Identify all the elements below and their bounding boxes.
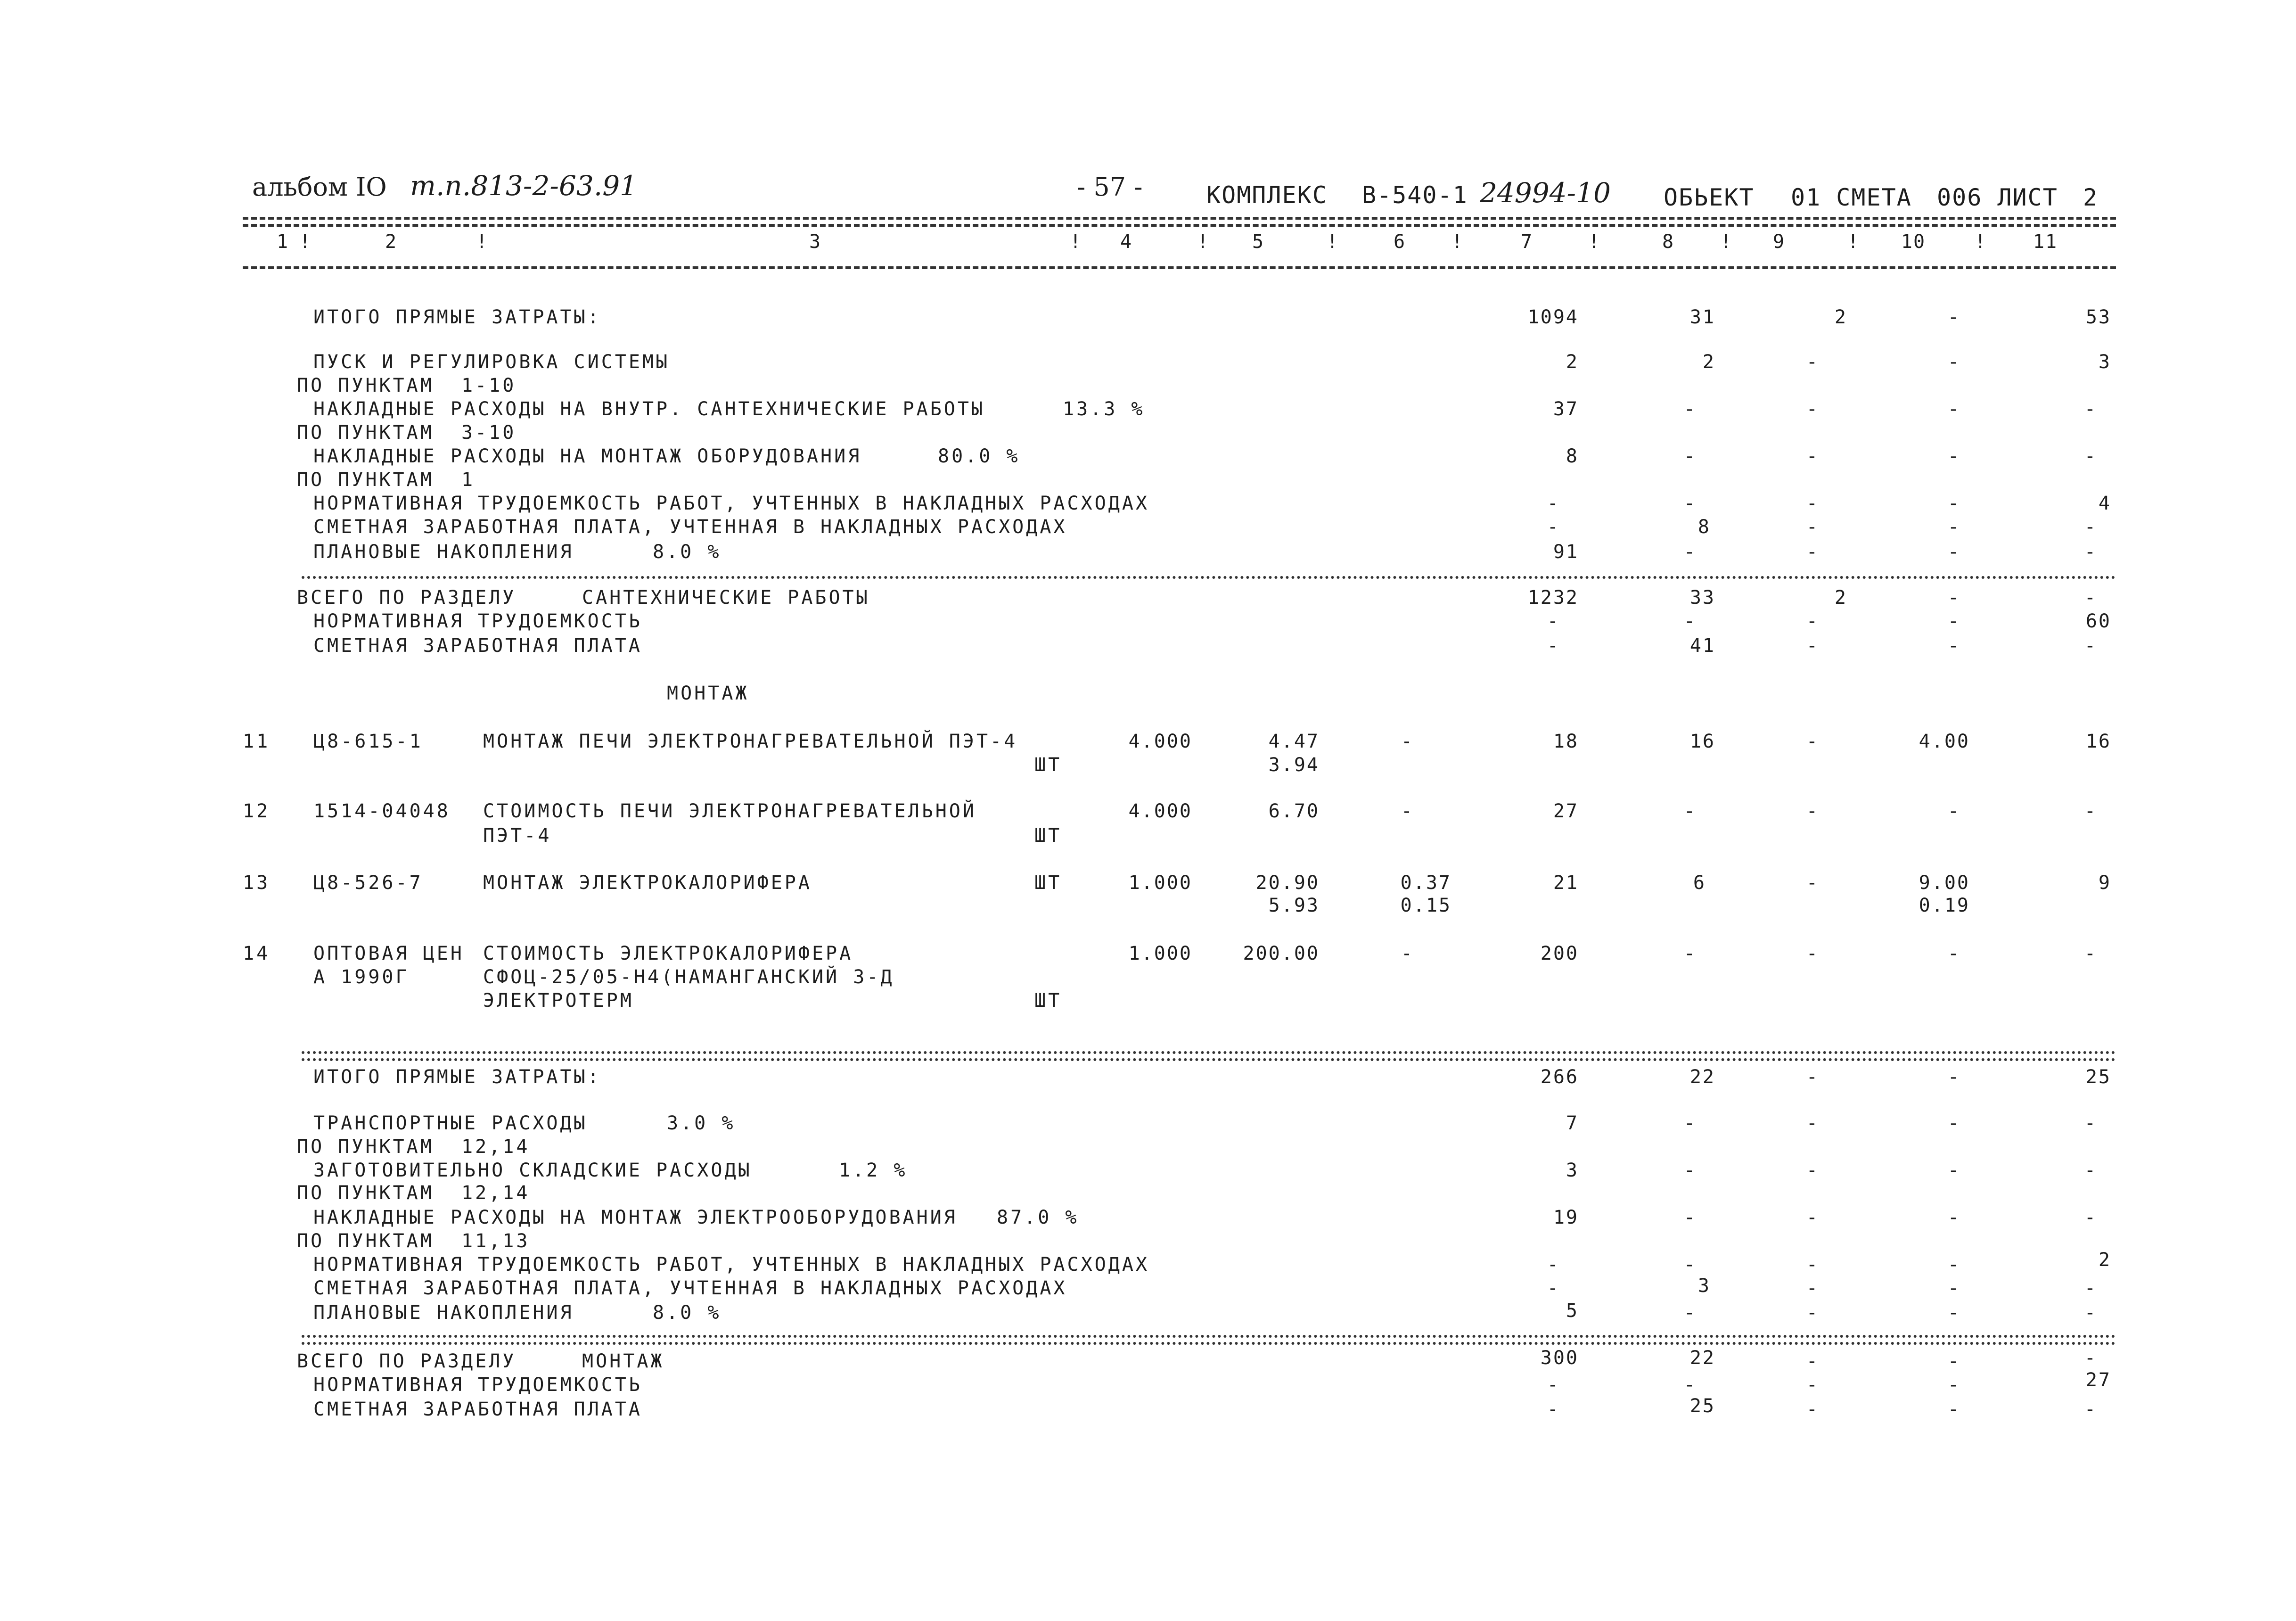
cell-c9: - bbox=[1806, 1112, 1819, 1134]
col-sep: ! bbox=[299, 231, 313, 253]
col-header-11: 11 bbox=[2033, 231, 2058, 253]
cell-c10: - bbox=[1947, 493, 1960, 514]
col-header-7: 7 bbox=[1520, 231, 1533, 253]
row-label: СМЕТНАЯ ЗАРАБОТНАЯ ПЛАТА bbox=[313, 635, 642, 657]
item-c10: 4.00 bbox=[1919, 731, 1970, 752]
item-c6: - bbox=[1401, 943, 1414, 964]
cell-c11: - bbox=[2084, 1277, 2097, 1299]
row-label: ВСЕГО ПО РАЗДЕЛУ bbox=[297, 1350, 517, 1372]
item-code: 1514-04048 bbox=[313, 800, 451, 822]
row-label: СМЕТНАЯ ЗАРАБОТНАЯ ПЛАТА bbox=[313, 1399, 642, 1420]
cell-c11: - bbox=[2084, 516, 2097, 538]
cell-c7: 3 bbox=[1566, 1160, 1579, 1181]
item-c8: - bbox=[1683, 943, 1697, 964]
col-sep: ! bbox=[1070, 231, 1084, 253]
dotted-rule bbox=[302, 1058, 2116, 1061]
cell-c10: - bbox=[1947, 516, 1960, 538]
item-unit: ШТ bbox=[1034, 754, 1062, 776]
estimate-num: 006 ЛИСТ bbox=[1937, 184, 2058, 211]
col-header-8: 8 bbox=[1662, 231, 1675, 253]
row-percent: 8.0 % bbox=[653, 1302, 722, 1324]
cell-c8: - bbox=[1683, 398, 1697, 420]
complex-label: КОМПЛЕКС bbox=[1206, 181, 1328, 209]
item-number: 14 bbox=[243, 943, 271, 964]
cell-c8: 3 bbox=[1697, 1275, 1711, 1297]
item-c9: - bbox=[1806, 943, 1819, 964]
cell-c7: 19 bbox=[1553, 1207, 1579, 1228]
cell-c9: - bbox=[1806, 351, 1819, 373]
cell-c11: - bbox=[2084, 587, 2097, 609]
dotted-rule bbox=[302, 576, 2116, 579]
cell-c11: 60 bbox=[2085, 610, 2111, 632]
item-c8: 6 bbox=[1693, 872, 1706, 894]
col-sep: ! bbox=[1847, 231, 1861, 253]
row-label: НАКЛАДНЫЕ РАСХОДЫ НА МОНТАЖ ОБОРУДОВАНИЯ bbox=[313, 445, 862, 467]
col-sep: ! bbox=[1975, 231, 1989, 253]
cell-c9: - bbox=[1806, 493, 1819, 514]
cell-c8: 2 bbox=[1702, 351, 1715, 373]
item-qty: 4.000 bbox=[1128, 800, 1192, 822]
cell-c11: - bbox=[2084, 1347, 2097, 1369]
cell-c11: - bbox=[2084, 1112, 2097, 1134]
row-percent: 87.0 % bbox=[997, 1207, 1079, 1228]
cell-c10: - bbox=[1947, 351, 1960, 373]
row-percent: 13.3 % bbox=[1063, 398, 1145, 420]
item-number: 11 bbox=[243, 731, 271, 752]
item-qty: 4.000 bbox=[1128, 731, 1192, 752]
cell-c7: 7 bbox=[1566, 1112, 1579, 1134]
cell-c9: - bbox=[1806, 1302, 1819, 1324]
item-c5-sub: 3.94 bbox=[1268, 754, 1320, 776]
col-header-3: 3 bbox=[809, 231, 822, 253]
cell-c8: - bbox=[1683, 1302, 1697, 1324]
cell-c10: - bbox=[1947, 1302, 1960, 1324]
cell-c11: - bbox=[2084, 1160, 2097, 1181]
points-ref: ПО ПУНКТАМ 3-10 bbox=[297, 422, 517, 444]
item-code-2: А 1990Г bbox=[313, 966, 410, 988]
dotted-rule bbox=[302, 1342, 2116, 1345]
row-label: НАКЛАДНЫЕ РАСХОДЫ НА ВНУТР. САНТЕХНИЧЕСКИЕ РАБОТЫ bbox=[313, 398, 985, 420]
dotted-rule bbox=[302, 1335, 2116, 1338]
cell-c10: - bbox=[1947, 1399, 1960, 1420]
row-label: НАКЛАДНЫЕ РАСХОДЫ НА МОНТАЖ ЭЛЕКТРООБОРУДОВАНИЯ bbox=[313, 1207, 958, 1228]
row-label: ЗАГОТОВИТЕЛЬНО СКЛАДСКИЕ РАСХОДЫ bbox=[313, 1160, 752, 1181]
header-rule-bottom bbox=[243, 266, 2116, 269]
object-num: 01 СМЕТА bbox=[1791, 184, 1912, 211]
cell-c10: - bbox=[1947, 1112, 1960, 1134]
cell-c11: 53 bbox=[2085, 306, 2111, 328]
item-c8: - bbox=[1683, 800, 1697, 822]
cell-c7: - bbox=[1547, 1277, 1560, 1299]
cell-c9: - bbox=[1806, 610, 1819, 632]
item-c6-sub: 0.15 bbox=[1400, 895, 1451, 916]
row-label: НОРМАТИВНАЯ ТРУДОЕМКОСТЬ bbox=[313, 610, 642, 632]
cell-c8: 8 bbox=[1697, 516, 1711, 538]
cell-c7: - bbox=[1547, 610, 1560, 632]
item-number: 12 bbox=[243, 800, 271, 822]
item-c5: 6.70 bbox=[1268, 800, 1320, 822]
cell-c10: - bbox=[1947, 1160, 1960, 1181]
item-c11: - bbox=[2084, 800, 2097, 822]
cell-c10: - bbox=[1947, 1254, 1960, 1275]
cell-c11: - bbox=[2084, 541, 2097, 563]
row-label: ПЛАНОВЫЕ НАКОПЛЕНИЯ bbox=[313, 541, 574, 563]
cell-c8: - bbox=[1683, 541, 1697, 563]
cell-c11: - bbox=[2084, 635, 2097, 657]
col-sep: ! bbox=[1720, 231, 1734, 253]
row-label: СМЕТНАЯ ЗАРАБОТНАЯ ПЛАТА, УЧТЕННАЯ В НАКЛАДНЫХ РАСХОДАХ bbox=[313, 1277, 1067, 1299]
cell-c9: - bbox=[1806, 1160, 1819, 1181]
sheet-num: 2 bbox=[2083, 184, 2099, 211]
item-qty: 1.000 bbox=[1128, 872, 1192, 894]
cell-c8: - bbox=[1683, 493, 1697, 514]
item-c5-sub: 5.93 bbox=[1268, 895, 1320, 916]
cell-c7: - bbox=[1547, 1374, 1560, 1396]
col-header-2: 2 bbox=[385, 231, 398, 253]
cell-c11: - bbox=[2084, 1399, 2097, 1420]
cell-c9: - bbox=[1806, 516, 1819, 538]
cell-c10: - bbox=[1947, 1066, 1960, 1088]
col-sep: ! bbox=[476, 231, 490, 253]
header-rule-top-2 bbox=[243, 224, 2116, 227]
cell-c9: - bbox=[1806, 1277, 1819, 1299]
album-ref: т.п.813-2-63.91 bbox=[410, 170, 638, 202]
row-label: ВСЕГО ПО РАЗДЕЛУ bbox=[297, 587, 517, 609]
cell-c8: 25 bbox=[1689, 1395, 1715, 1417]
item-unit: ШТ bbox=[1034, 825, 1062, 847]
row-percent: 1.2 % bbox=[839, 1160, 908, 1181]
cell-c9: - bbox=[1806, 1374, 1819, 1396]
row-percent: 3.0 % bbox=[667, 1112, 736, 1134]
cell-c9: - bbox=[1806, 1350, 1819, 1372]
cell-c7: 300 bbox=[1540, 1347, 1579, 1369]
dotted-rule bbox=[302, 1051, 2116, 1054]
cell-c7: 2 bbox=[1566, 351, 1579, 373]
item-code: Ц8-526-7 bbox=[313, 872, 423, 894]
cell-c9: 2 bbox=[1834, 587, 1847, 609]
row-percent: 80.0 % bbox=[938, 445, 1020, 467]
item-c9: - bbox=[1806, 872, 1819, 894]
item-code: ОПТОВАЯ ЦЕН bbox=[313, 943, 464, 964]
cell-c8: 22 bbox=[1689, 1066, 1715, 1088]
cell-c10: - bbox=[1947, 306, 1960, 328]
item-c5: 20.90 bbox=[1255, 872, 1320, 894]
cell-c10: - bbox=[1947, 1277, 1960, 1299]
row-percent: 8.0 % bbox=[653, 541, 722, 563]
cell-c11: - bbox=[2084, 445, 2097, 467]
row-label: НОРМАТИВНАЯ ТРУДОЕМКОСТЬ РАБОТ, УЧТЕННЫХ В НАКЛАДНЫХ РАСХОДАХ bbox=[313, 1254, 1150, 1275]
cell-c11: - bbox=[2084, 398, 2097, 420]
points-ref: ПО ПУНКТАМ 11,13 bbox=[297, 1230, 530, 1252]
cell-c10: - bbox=[1947, 1374, 1960, 1396]
item-c5: 4.47 bbox=[1268, 731, 1320, 752]
section-name: МОНТАЖ bbox=[582, 1350, 664, 1372]
cell-c10: - bbox=[1947, 587, 1960, 609]
item-description: МОНТАЖ ПЕЧИ ЭЛЕКТРОНАГРЕВАТЕЛЬНОЙ ПЭТ-4 bbox=[483, 731, 1018, 752]
item-c5: 200.00 bbox=[1243, 943, 1320, 964]
cell-c11: 4 bbox=[2098, 493, 2111, 514]
cell-c10: - bbox=[1947, 445, 1960, 467]
item-c9: - bbox=[1806, 800, 1819, 822]
cell-c7: - bbox=[1547, 1399, 1560, 1420]
item-c10: - bbox=[1947, 943, 1960, 964]
col-sep: ! bbox=[1197, 231, 1211, 253]
complex-code: В-540-1 bbox=[1362, 181, 1468, 209]
points-ref: ПО ПУНКТАМ 1-10 bbox=[297, 375, 517, 396]
cell-c9: - bbox=[1806, 1254, 1819, 1275]
item-number: 13 bbox=[243, 872, 271, 894]
row-label: ИТОГО ПРЯМЫЕ ЗАТРАТЫ: bbox=[313, 1066, 601, 1088]
cell-c8: 31 bbox=[1689, 306, 1715, 328]
cell-c10: - bbox=[1947, 610, 1960, 632]
item-unit: ШТ bbox=[1034, 990, 1062, 1012]
item-c7: 18 bbox=[1553, 731, 1579, 752]
item-qty: 1.000 bbox=[1128, 943, 1192, 964]
cell-c8: - bbox=[1683, 1374, 1697, 1396]
cell-c7: 1232 bbox=[1527, 587, 1579, 609]
points-ref: ПО ПУНКТАМ 12,14 bbox=[297, 1182, 530, 1204]
item-code: Ц8-615-1 bbox=[313, 731, 423, 752]
cell-c8: - bbox=[1683, 1160, 1697, 1181]
item-description: МОНТАЖ ЭЛЕКТРОКАЛОРИФЕРА bbox=[483, 872, 812, 894]
item-description: СТОИМОСТЬ ПЕЧИ ЭЛЕКТРОНАГРЕВАТЕЛЬНОЙ bbox=[483, 800, 976, 822]
col-sep: ! bbox=[1451, 231, 1466, 253]
cell-c8: 33 bbox=[1689, 587, 1715, 609]
col-header-1: 1 bbox=[276, 231, 289, 253]
cell-c7: 1094 bbox=[1527, 306, 1579, 328]
cell-c7: - bbox=[1547, 1254, 1560, 1275]
item-c8: 16 bbox=[1689, 731, 1715, 752]
points-ref: ПО ПУНКТАМ 1 bbox=[297, 469, 476, 491]
page-number: - 57 - bbox=[1077, 172, 1143, 202]
cell-c8: - bbox=[1683, 445, 1697, 467]
cell-c7: - bbox=[1547, 635, 1560, 657]
item-c6: - bbox=[1401, 800, 1414, 822]
cell-c8: - bbox=[1683, 1112, 1697, 1134]
cell-c8: 22 bbox=[1689, 1347, 1715, 1369]
item-description-3: ЭЛЕКТРОТЕРМ bbox=[483, 990, 634, 1012]
cell-c9: 2 bbox=[1834, 306, 1847, 328]
item-c10: 9.00 bbox=[1919, 872, 1970, 894]
cell-c7: 8 bbox=[1566, 445, 1579, 467]
item-c11: 9 bbox=[2098, 872, 2111, 894]
row-label: СМЕТНАЯ ЗАРАБОТНАЯ ПЛАТА, УЧТЕННАЯ В НАКЛАДНЫХ РАСХОДАХ bbox=[313, 516, 1067, 538]
header-rule-top bbox=[243, 217, 2116, 220]
cell-c11: 27 bbox=[2085, 1369, 2111, 1391]
item-c9: - bbox=[1806, 731, 1819, 752]
cell-c10: - bbox=[1947, 398, 1960, 420]
cell-c11: - bbox=[2084, 1207, 2097, 1228]
col-header-4: 4 bbox=[1120, 231, 1133, 253]
row-label: НОРМАТИВНАЯ ТРУДОЕМКОСТЬ bbox=[313, 1374, 642, 1396]
cell-c7: - bbox=[1547, 493, 1560, 514]
cell-c8: - bbox=[1683, 610, 1697, 632]
cell-c11: 25 bbox=[2085, 1066, 2111, 1088]
item-c10: - bbox=[1947, 800, 1960, 822]
cell-c8: - bbox=[1683, 1254, 1697, 1275]
cell-c10: - bbox=[1947, 1207, 1960, 1228]
item-c7: 21 bbox=[1553, 872, 1579, 894]
section-title-montazh: МОНТАЖ bbox=[667, 683, 749, 704]
item-description: СТОИМОСТЬ ЭЛЕКТРОКАЛОРИФЕРА bbox=[483, 943, 853, 964]
item-description-2: СФОЦ-25/05-Н4(НАМАНГАНСКИЙ З-Д bbox=[483, 966, 894, 988]
object-label: ОБЬЕКТ bbox=[1664, 184, 1755, 211]
cell-c9: - bbox=[1806, 398, 1819, 420]
cell-c8: - bbox=[1683, 1207, 1697, 1228]
cell-c10: - bbox=[1947, 541, 1960, 563]
cell-c11: 3 bbox=[2098, 351, 2111, 373]
row-label: НОРМАТИВНАЯ ТРУДОЕМКОСТЬ РАБОТ, УЧТЕННЫХ В НАКЛАДНЫХ РАСХОДАХ bbox=[313, 493, 1150, 514]
row-label: ПУСК И РЕГУЛИРОВКА СИСТЕМЫ bbox=[313, 351, 670, 373]
cell-c9: - bbox=[1806, 635, 1819, 657]
cell-c10: - bbox=[1947, 635, 1960, 657]
item-c10-sub: 0.19 bbox=[1919, 895, 1970, 916]
col-sep: ! bbox=[1588, 231, 1602, 253]
item-unit: ШТ bbox=[1034, 872, 1062, 894]
album-label: альбом IO bbox=[252, 172, 387, 202]
cell-c7: 266 bbox=[1540, 1066, 1579, 1088]
cell-c9: - bbox=[1806, 541, 1819, 563]
cell-c11: - bbox=[2084, 1302, 2097, 1324]
item-c7: 200 bbox=[1540, 943, 1579, 964]
points-ref: ПО ПУНКТАМ 12,14 bbox=[297, 1136, 530, 1158]
cell-c9: - bbox=[1806, 1066, 1819, 1088]
row-label: ИТОГО ПРЯМЫЕ ЗАТРАТЫ: bbox=[313, 306, 601, 328]
item-c11: 16 bbox=[2085, 731, 2111, 752]
cell-c7: 37 bbox=[1553, 398, 1579, 420]
cell-c7: 5 bbox=[1566, 1300, 1579, 1322]
cell-c9: - bbox=[1806, 445, 1819, 467]
cell-c9: - bbox=[1806, 1207, 1819, 1228]
cell-c7: - bbox=[1547, 516, 1560, 538]
cell-c8: 41 bbox=[1689, 635, 1715, 657]
item-c6: 0.37 bbox=[1400, 872, 1451, 894]
item-description-2: ПЭТ-4 bbox=[483, 825, 552, 847]
cell-c10: - bbox=[1947, 1350, 1960, 1372]
col-sep: ! bbox=[1327, 231, 1341, 253]
complex-ref: 24994-10 bbox=[1480, 177, 1611, 209]
col-header-10: 10 bbox=[1901, 231, 1926, 253]
row-label: ПЛАНОВЫЕ НАКОПЛЕНИЯ bbox=[313, 1302, 574, 1324]
cell-c11: 2 bbox=[2098, 1249, 2111, 1271]
item-c6: - bbox=[1401, 731, 1414, 752]
col-header-5: 5 bbox=[1252, 231, 1265, 253]
cell-c9: - bbox=[1806, 1399, 1819, 1420]
item-c11: - bbox=[2084, 943, 2097, 964]
row-label: ТРАНСПОРТНЫЕ РАСХОДЫ bbox=[313, 1112, 588, 1134]
section-name: САНТЕХНИЧЕСКИЕ РАБОТЫ bbox=[582, 587, 870, 609]
col-header-6: 6 bbox=[1393, 231, 1406, 253]
cell-c7: 91 bbox=[1553, 541, 1579, 563]
col-header-9: 9 bbox=[1772, 231, 1786, 253]
item-c7: 27 bbox=[1553, 800, 1579, 822]
